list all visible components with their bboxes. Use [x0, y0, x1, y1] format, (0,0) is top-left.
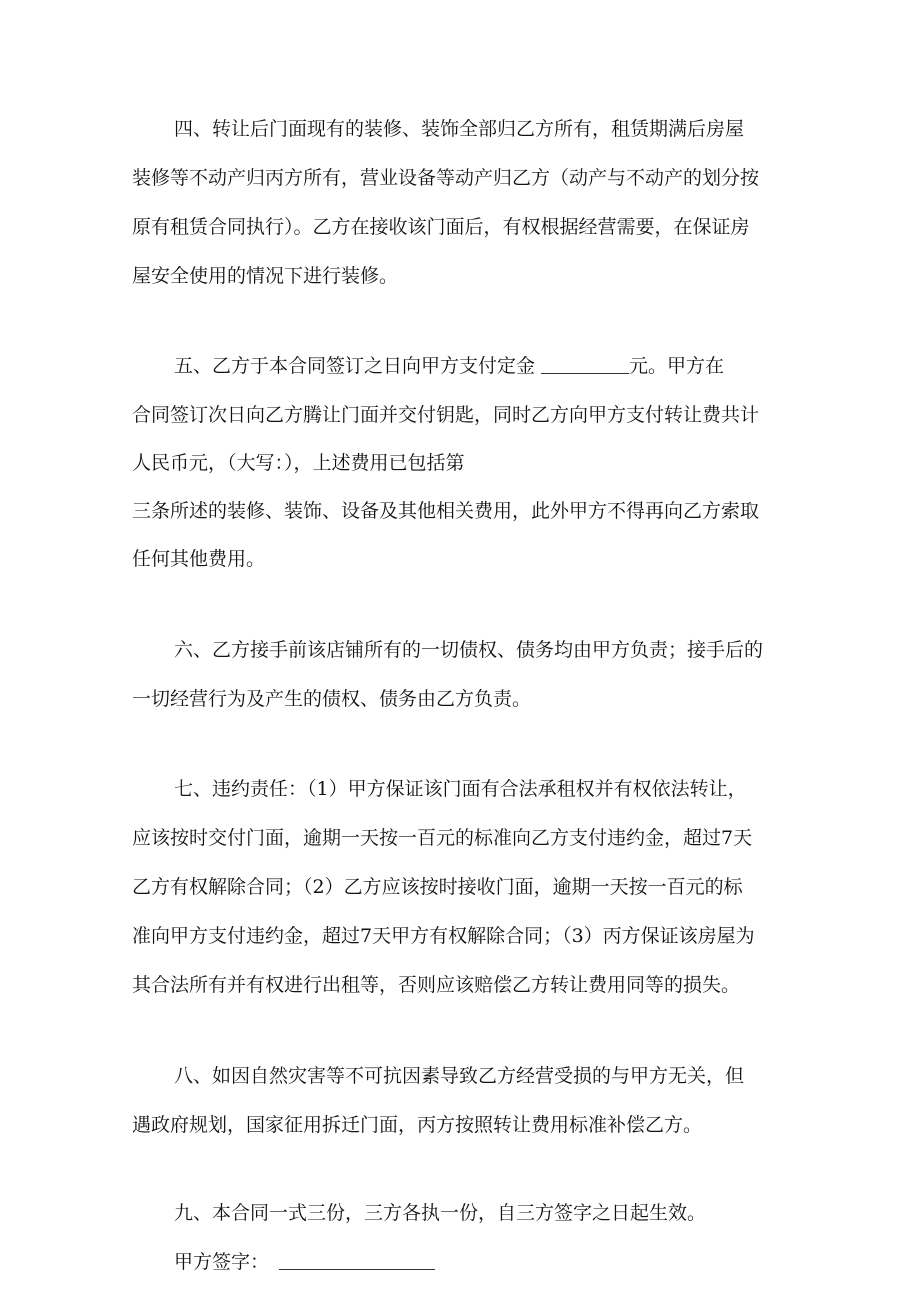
p4-line-4: 屋安全使用的情况下进行装修。 — [132, 265, 399, 287]
p8-line-1: 八、如因自然灾害等不可抗因素导致乙方经营受损的与甲方无关，但 — [174, 1065, 745, 1087]
p5-line-3: 人民币元，（大写：），上述费用已包括第 — [132, 452, 465, 474]
signature-blank — [279, 1251, 435, 1270]
signature-label: 甲方签字： — [174, 1251, 270, 1273]
p7-line-2: 应该按时交付门面，逾期一天按一百元的标准向乙方支付违约金，超过7天 — [132, 827, 753, 849]
p4-line-2: 装修等不动产归丙方所有，营业设备等动产归乙方（动产与不动产的划分按 — [132, 167, 760, 189]
p5-line-1-text-a: 五、乙方于本合同签订之日向甲方支付定金 — [174, 355, 542, 377]
p6-line-1: 六、乙方接手前该店铺所有的一切债权、债务均由甲方负责；接手后的 — [174, 639, 764, 661]
p4-line-3: 原有租赁合同执行）。乙方在接收该门面后，有权根据经营需要，在保证房 — [132, 216, 750, 238]
p7-line-1: 七、违约责任：（1）甲方保证该门面有合法承租权并有权依法转让， — [174, 778, 747, 800]
p9-line-1: 九、本合同一式三份，三方各执一份，自三方签字之日起生效。 — [174, 1202, 707, 1224]
p5-line-1 — [0, 353, 920, 379]
p7-line-4: 准向甲方支付违约金，超过7天甲方有权解除合同；（3）丙方保证该房屋为 — [132, 925, 755, 947]
p7-line-3: 乙方有权解除合同；（2）乙方应该按时接收门面，逾期一天按一百元的标 — [132, 876, 743, 898]
signature-line — [0, 1249, 920, 1275]
p7-line-5: 其合法所有并有权进行出租等，否则应该赔偿乙方转让费用同等的损失。 — [132, 974, 741, 996]
p5-line-4: 三条所述的装修、装饰、设备及其他相关费用，此外甲方不得再向乙方索取 — [132, 500, 760, 522]
p8-line-2: 遇政府规划，国家征用拆迁门面，丙方按照转让费用标准补偿乙方。 — [132, 1114, 703, 1136]
p5-line-1-text-b: 元。甲方在 — [629, 355, 725, 377]
p5-line-5: 任何其他费用。 — [132, 548, 266, 570]
deposit-amount-blank — [541, 355, 629, 374]
p6-line-2: 一切经营行为及产生的债权、债务由乙方负责。 — [132, 688, 532, 710]
p5-line-2: 合同签订次日向乙方腾让门面并交付钥匙，同时乙方向甲方支付转让费共计 — [132, 404, 760, 426]
p4-line-1: 四、转让后门面现有的装修、装饰全部归乙方所有，租赁期满后房屋 — [174, 118, 745, 140]
